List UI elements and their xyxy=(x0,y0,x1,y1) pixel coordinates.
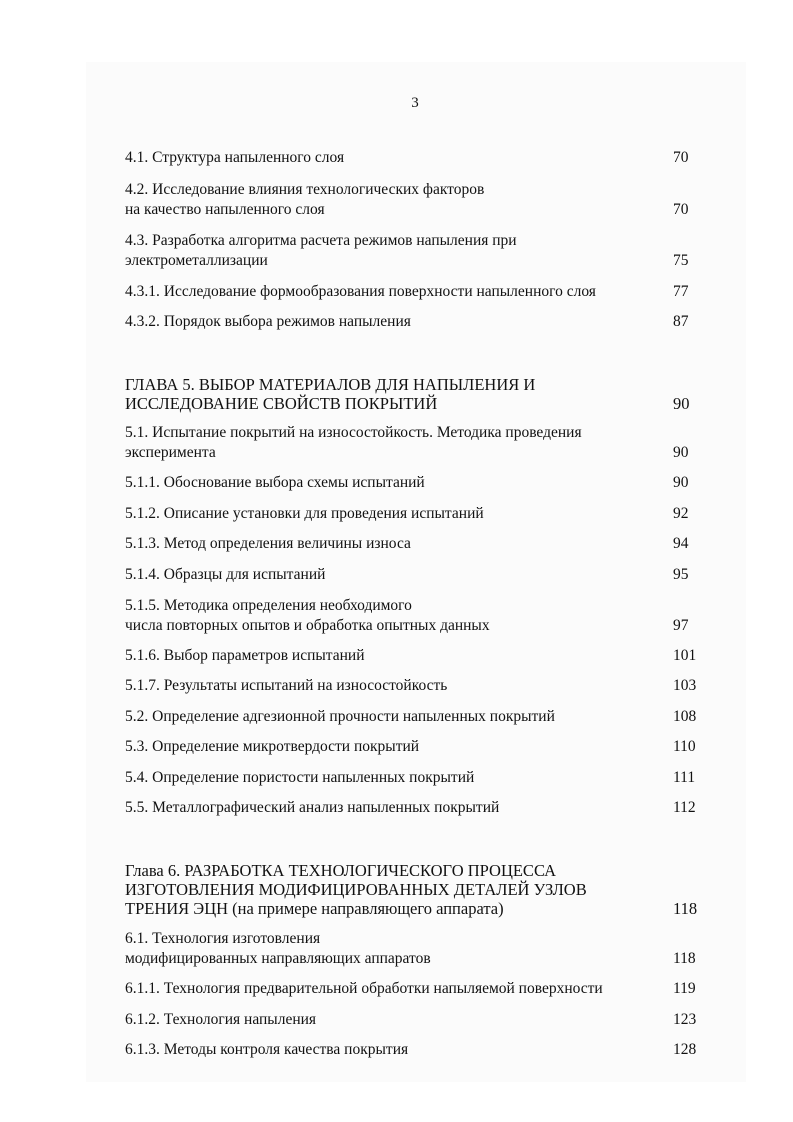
toc-entry-title: 5.1. Испытание покрытий на износостойкость. Методика проведения эксперимента xyxy=(125,424,582,461)
toc-entry-page: 103 xyxy=(673,677,697,694)
toc-entry xyxy=(125,504,705,524)
toc-chapter-heading xyxy=(125,373,705,413)
toc-entry-page: 90 xyxy=(673,444,689,461)
toc-entry-title: 5.1.7. Результаты испытаний на износостойкость xyxy=(125,677,448,694)
toc-entry-title: 4.1. Структура напыленного слоя xyxy=(125,149,345,166)
toc-entry-title: 4.3.2. Порядок выбора режимов напыления xyxy=(125,313,411,330)
toc-entry-page: 123 xyxy=(673,1011,697,1028)
toc-entry-page: 111 xyxy=(673,769,696,786)
toc-entry-page: 75 xyxy=(673,252,689,269)
toc-entry-page: 118 xyxy=(673,950,696,967)
toc-entry-title: 5.1.6. Выбор параметров испытаний xyxy=(125,647,365,664)
toc-entry-title: 5.5. Металлографический анализ напыленных покрытий xyxy=(125,799,500,816)
toc-entry-title: 6.1.3. Методы контроля качества покрытия xyxy=(125,1041,409,1058)
toc-entry xyxy=(125,707,705,727)
toc-chapter-heading xyxy=(125,860,705,918)
toc-entry xyxy=(125,798,705,818)
toc-entry xyxy=(125,180,705,220)
toc-entry xyxy=(125,929,705,969)
toc-entry-title: Глава 6. РАЗРАБОТКА ТЕХНОЛОГИЧЕСКОГО ПРОЦЕССА ИЗГОТОВЛЕНИЯ МОДИФИЦИРОВАННЫХ ДЕТАЛЕЙ УЗЛОВ ТРЕНИЯ ЭЦН (на примере направляющего аппарата) xyxy=(125,861,587,918)
toc-entry xyxy=(125,423,705,463)
toc-entry-title: 6.1. Технология изготовления модифицированных направляющих аппаратов xyxy=(125,930,431,967)
toc-entry-title: 5.1.4. Образцы для испытаний xyxy=(125,566,326,583)
toc-entry-title: 5.1.5. Методика определения необходимого числа повторных опытов и обработка опытных данных xyxy=(125,597,490,634)
toc-entry-page: 87 xyxy=(673,313,689,330)
toc-entry-page: 92 xyxy=(673,505,689,522)
toc-entry-page: 95 xyxy=(673,566,689,583)
toc-entry xyxy=(125,737,705,757)
toc-entry-page: 112 xyxy=(673,799,696,816)
toc-entry xyxy=(125,1010,705,1030)
toc-entry-page: 90 xyxy=(673,394,690,413)
toc-entry-title: 4.3. Разработка алгоритма расчета режимов напыления при электрометаллизации xyxy=(125,232,517,269)
toc-entry xyxy=(125,312,705,332)
toc-entry xyxy=(125,596,705,636)
toc-entry-page: 108 xyxy=(673,708,697,725)
toc-entry-page: 70 xyxy=(673,201,689,218)
toc-entry-page: 94 xyxy=(673,535,689,552)
toc-entry xyxy=(125,646,705,666)
toc-entry-page: 77 xyxy=(673,283,689,300)
toc-entry xyxy=(125,534,705,554)
toc-entry-title: 5.1.2. Описание установки для проведения испытаний xyxy=(125,505,484,522)
toc-entry-page: 128 xyxy=(673,1041,697,1058)
toc-entry-page: 90 xyxy=(673,474,689,491)
toc-entry-title: 5.1.3. Метод определения величины износа xyxy=(125,535,411,552)
toc-entry-page: 118 xyxy=(673,899,698,918)
toc-entry-title: 5.4. Определение пористости напыленных покрытий xyxy=(125,769,475,786)
toc-entry-title: 4.2. Исследование влияния технологических факторов на качество напыленного слоя xyxy=(125,181,485,218)
toc-entry-title: 5.2. Определение адгезионной прочности напыленных покрытий xyxy=(125,708,555,725)
toc-entry xyxy=(125,148,705,168)
toc-entry xyxy=(125,473,705,493)
toc-entry xyxy=(125,231,705,271)
toc-entry-title: 6.1.1. Технология предварительной обработки напыляемой поверхности xyxy=(125,980,603,997)
toc-entry-page: 97 xyxy=(673,617,689,634)
toc-entry-page: 119 xyxy=(673,980,696,997)
toc-entry-title: 6.1.2. Технология напыления xyxy=(125,1011,317,1028)
toc-entry xyxy=(125,1040,705,1060)
toc-entry xyxy=(125,282,705,302)
toc-entry xyxy=(125,676,705,696)
toc-entry-title: 5.3. Определение микротвердости покрытий xyxy=(125,738,420,755)
toc-entry-title: 5.1.1. Обоснование выбора схемы испытаний xyxy=(125,474,425,491)
toc-entry-page: 110 xyxy=(673,738,696,755)
toc-entry-page: 70 xyxy=(673,149,689,166)
toc-entry xyxy=(125,979,705,999)
toc-entry-page: 101 xyxy=(673,647,697,664)
toc-entry xyxy=(125,768,705,788)
toc-entry xyxy=(125,565,705,585)
page-number: 3 xyxy=(411,95,419,111)
toc-entry-title: 4.3.1. Исследование формообразования поверхности напыленного слоя xyxy=(125,283,596,300)
toc-entry-title: ГЛАВА 5. ВЫБОР МАТЕРИАЛОВ ДЛЯ НАПЫЛЕНИЯ И ИССЛЕДОВАНИЕ СВОЙСТВ ПОКРЫТИЙ xyxy=(125,375,536,413)
